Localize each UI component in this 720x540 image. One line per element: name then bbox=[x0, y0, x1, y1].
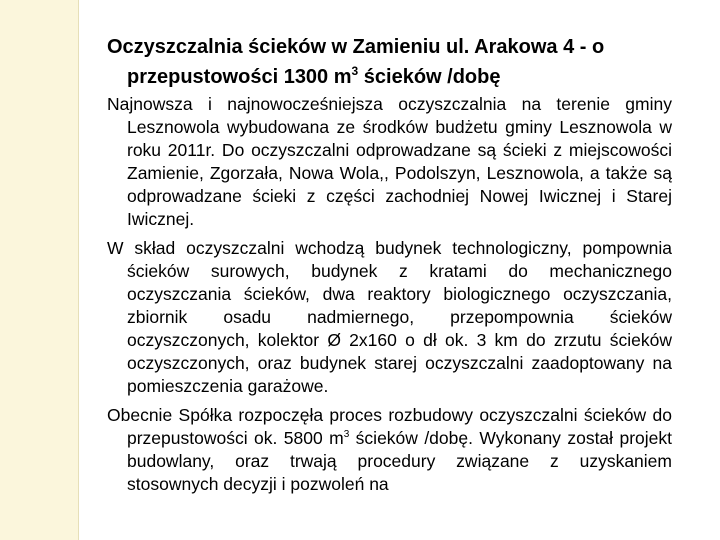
paragraph-expansion-text-before: Obecnie Spółka rozpoczęła proces rozbudowy oczyszczalni ścieków do przepustowości ok. 5800 m bbox=[107, 405, 672, 448]
paragraph-intro-text: Najnowsza i najnowocześniejsza oczyszczalnia na terenie gminy Lesznowola wybudowana ze środków budżetu gminy Lesznowola w roku 2011r. Do oczyszczalni odprowadzane są ścieki z miejscowości Zamienie, Zgorzała, Nowa Wola,, Podolszyn, Lesznowola, a także są odprowadzane ścieki z części zachodniej Nowej Iwicznej i Starej Iwicznej. bbox=[107, 94, 672, 229]
paragraph-components-text: W skład oczyszczalni wchodzą budynek technologiczny, pompownia ścieków surowych, budynek z kratami do mechanicznego oczyszczania ścieków, dwa reaktory biologicznego oczyszczania, zbiornik osadu nadmiernego, przepompownia ścieków oczyszczonych, kolektor Ø 2x160 o dł ok. 3 km do zrzutu ścieków oczyszczonych, oraz budynek starej oczyszczalni zaadoptowany na pomieszczenia garażowe. bbox=[107, 238, 672, 396]
paragraph-intro bbox=[107, 93, 672, 231]
title-main-text: Oczyszczalnia ścieków w Zamieniu ul. Arakowa 4 - o przepustowości 1300 m bbox=[107, 36, 605, 88]
slide-title bbox=[107, 32, 672, 92]
title-superscript: 3 bbox=[351, 64, 359, 78]
title-tail-text: ścieków /dobę bbox=[358, 66, 501, 88]
left-stripe-divider bbox=[78, 0, 79, 540]
slide-content bbox=[107, 32, 672, 502]
paragraph-components bbox=[107, 237, 672, 398]
paragraph-expansion-superscript: 3 bbox=[343, 429, 350, 440]
paragraph-expansion-text-after: ścieków /dobę. Wykonany został projekt budowlany, oraz trwają procedury związane z uzyskaniem stosownych decyzji i pozwoleń na bbox=[127, 428, 672, 494]
left-decorative-stripe bbox=[0, 0, 78, 540]
paragraph-expansion bbox=[107, 404, 672, 496]
